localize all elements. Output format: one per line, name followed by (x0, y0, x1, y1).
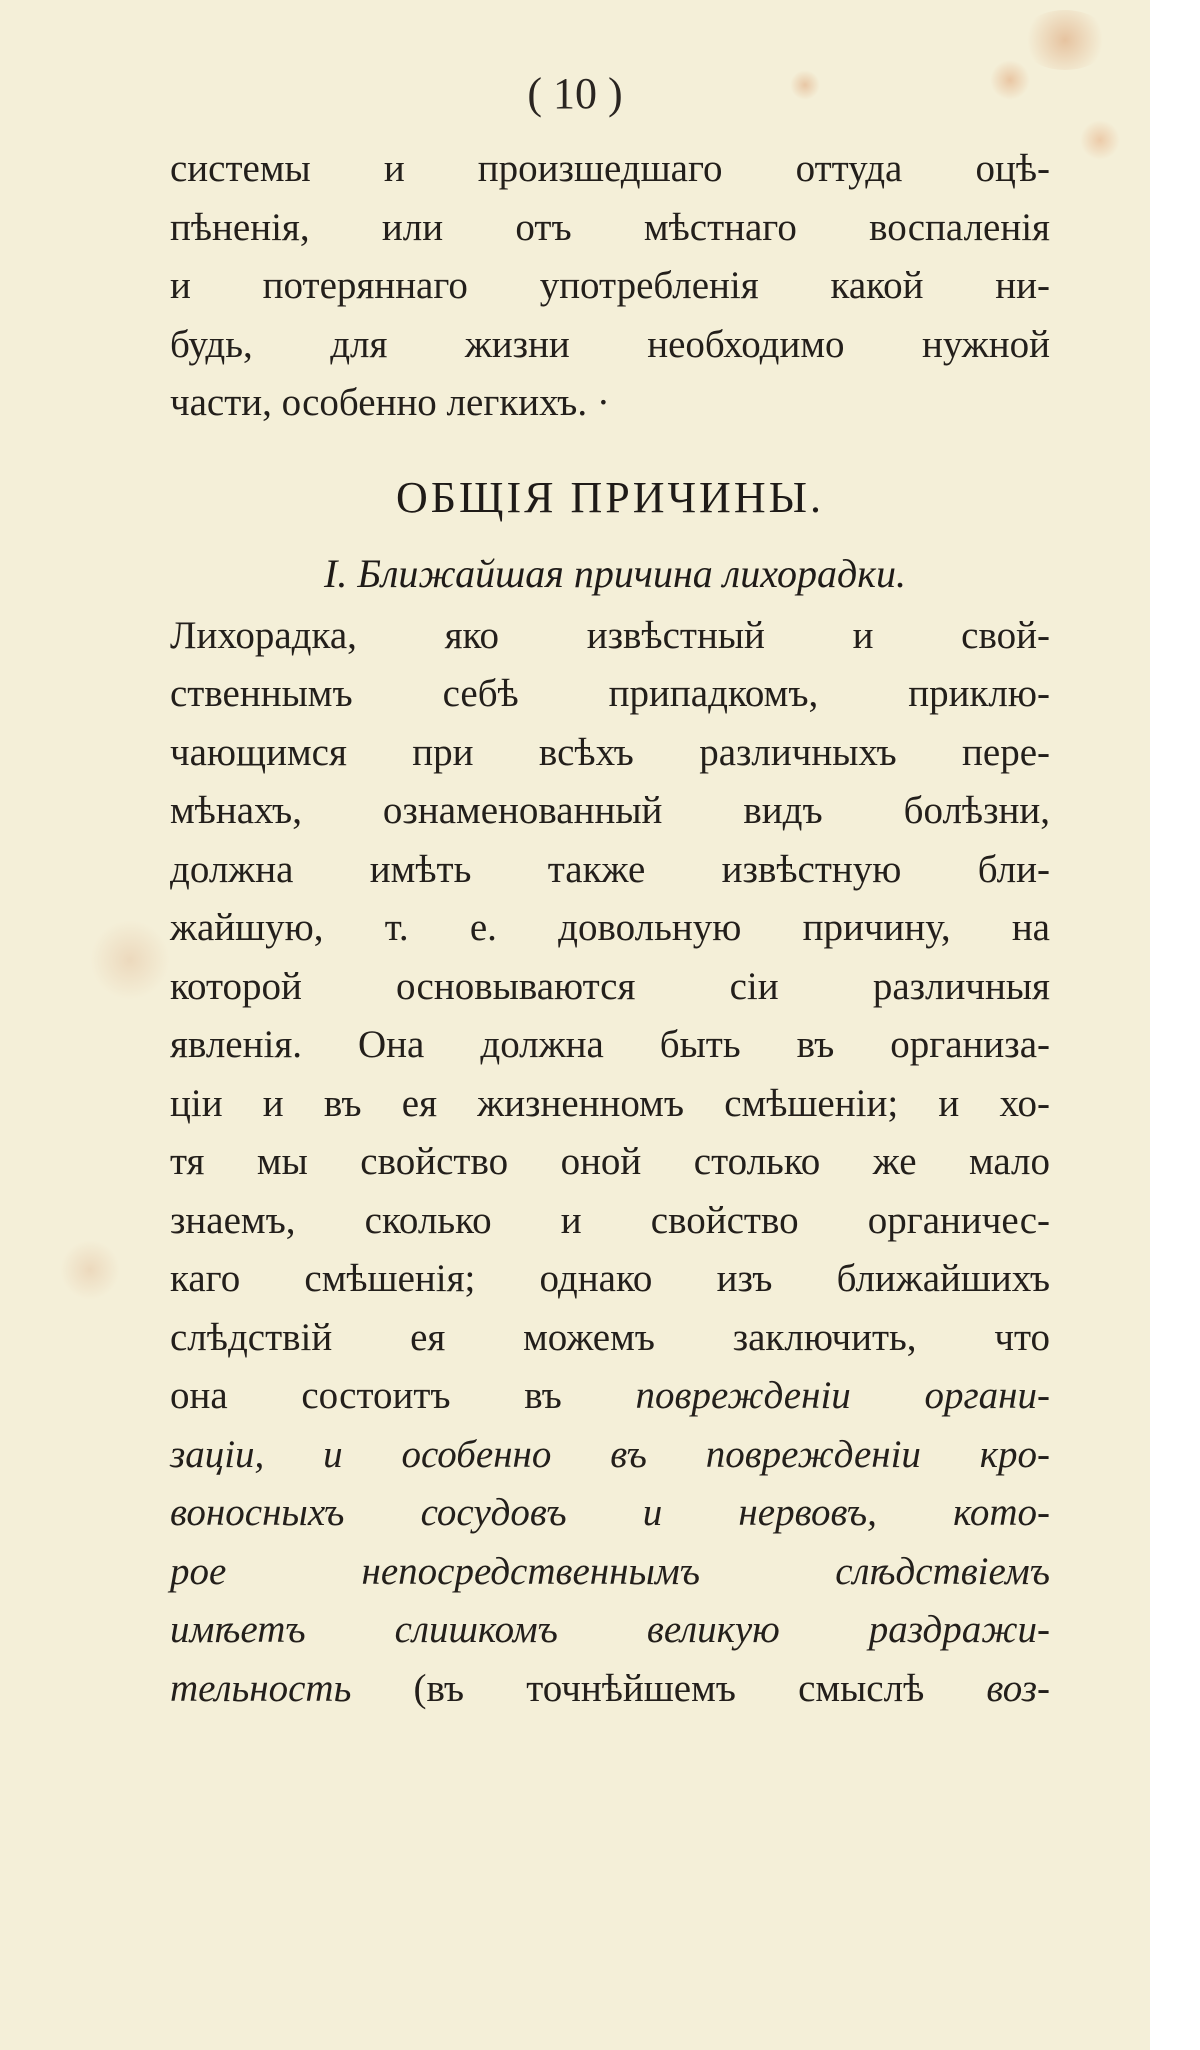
text-segment: явленія. Она должна быть въ организа- (170, 1023, 1050, 1066)
page-text (170, 140, 1050, 1718)
italic-text: поврежденіи органи- (635, 1374, 1050, 1417)
text-line (170, 1309, 1050, 1368)
text-segment: системы и произшедшаго оттуда оцѣ- (170, 147, 1050, 190)
subheading: I. Ближайшая причина лихорадки. (324, 550, 906, 596)
text-segment: Лихорадка, яко извѣстный и свой- (170, 613, 1050, 657)
text-line (170, 607, 1050, 666)
text-segment: жайшую, т. е. довольную причину, на (170, 906, 1050, 949)
italic-text: имѣетъ слишкомъ великую раздражи- (170, 1608, 1050, 1651)
text-line (170, 841, 1050, 900)
text-line (170, 1426, 1050, 1485)
main-paragraph (170, 607, 1050, 1719)
text-segment: мѣнахъ, ознаменованный видъ болѣзни, (170, 789, 1050, 832)
text-segment: знаемъ, сколько и свойство органичес- (170, 1198, 1050, 1242)
text-segment: пѣненія, или отъ мѣстнаго воспаленія (170, 205, 1050, 249)
text-line (170, 1484, 1050, 1543)
text-segment: будь, для жизни необходимо нужной (170, 322, 1050, 366)
text-line (170, 724, 1050, 783)
italic-text: воносныхъ сосудовъ и нервовъ, кото- (170, 1491, 1050, 1534)
text-segment: части, особенно легкихъ. · (170, 381, 610, 424)
text-line (170, 1367, 1050, 1426)
text-segment: она состоитъ въ (170, 1374, 636, 1417)
text-segment: и потеряннаго употребленія какой ни- (170, 264, 1050, 307)
paper-stain (1020, 10, 1110, 70)
text-line (170, 316, 1050, 375)
text-line (170, 374, 1050, 433)
section-heading: ОБЩІЯ ПРИЧИНЫ. (396, 472, 824, 522)
paper-stain (1080, 120, 1120, 160)
paper-stain (60, 1240, 120, 1300)
text-line (170, 1543, 1050, 1602)
text-line (170, 140, 1050, 199)
text-line (170, 1250, 1050, 1309)
text-segment: каго смѣшенія; однако изъ ближайшихъ (170, 1257, 1050, 1300)
text-segment: (въ точнѣйшемъ смыслѣ (351, 1666, 987, 1710)
text-segment: должна имѣть также извѣстную бли- (170, 847, 1050, 891)
text-segment: чающимся при всѣхъ различныхъ пере- (170, 730, 1050, 774)
text-segment: слѣдствій ея можемъ заключить, что (170, 1315, 1050, 1359)
text-line (170, 257, 1050, 316)
text-line (170, 782, 1050, 841)
text-line (170, 958, 1050, 1017)
text-line (170, 899, 1050, 958)
text-line (170, 1016, 1050, 1075)
text-line (170, 1133, 1050, 1192)
top-paragraph (170, 140, 1050, 433)
text-line (170, 665, 1050, 724)
text-line (170, 1075, 1050, 1134)
italic-text: заціи, и особенно въ поврежденіи кро- (170, 1432, 1050, 1476)
text-line (170, 199, 1050, 258)
paper-stain (90, 920, 170, 1000)
text-line (170, 1601, 1050, 1660)
text-segment: ственнымъ себѣ припадкомъ, приклю- (170, 672, 1050, 715)
text-segment: ціи и въ ея жизненномъ смѣшеніи; и хо- (170, 1081, 1050, 1125)
page-number-header: ( 10 ) (527, 69, 623, 118)
text-line (170, 1192, 1050, 1251)
text-line (170, 1660, 1050, 1719)
text-segment: которой основываются сіи различныя (170, 964, 1050, 1008)
italic-text: рое непосредственнымъ слѣдствіемъ (170, 1549, 1050, 1593)
italic-text: воз- (986, 1666, 1050, 1710)
text-segment: тя мы свойство оной столько же мало (170, 1140, 1050, 1183)
italic-text: тельность (170, 1666, 352, 1710)
